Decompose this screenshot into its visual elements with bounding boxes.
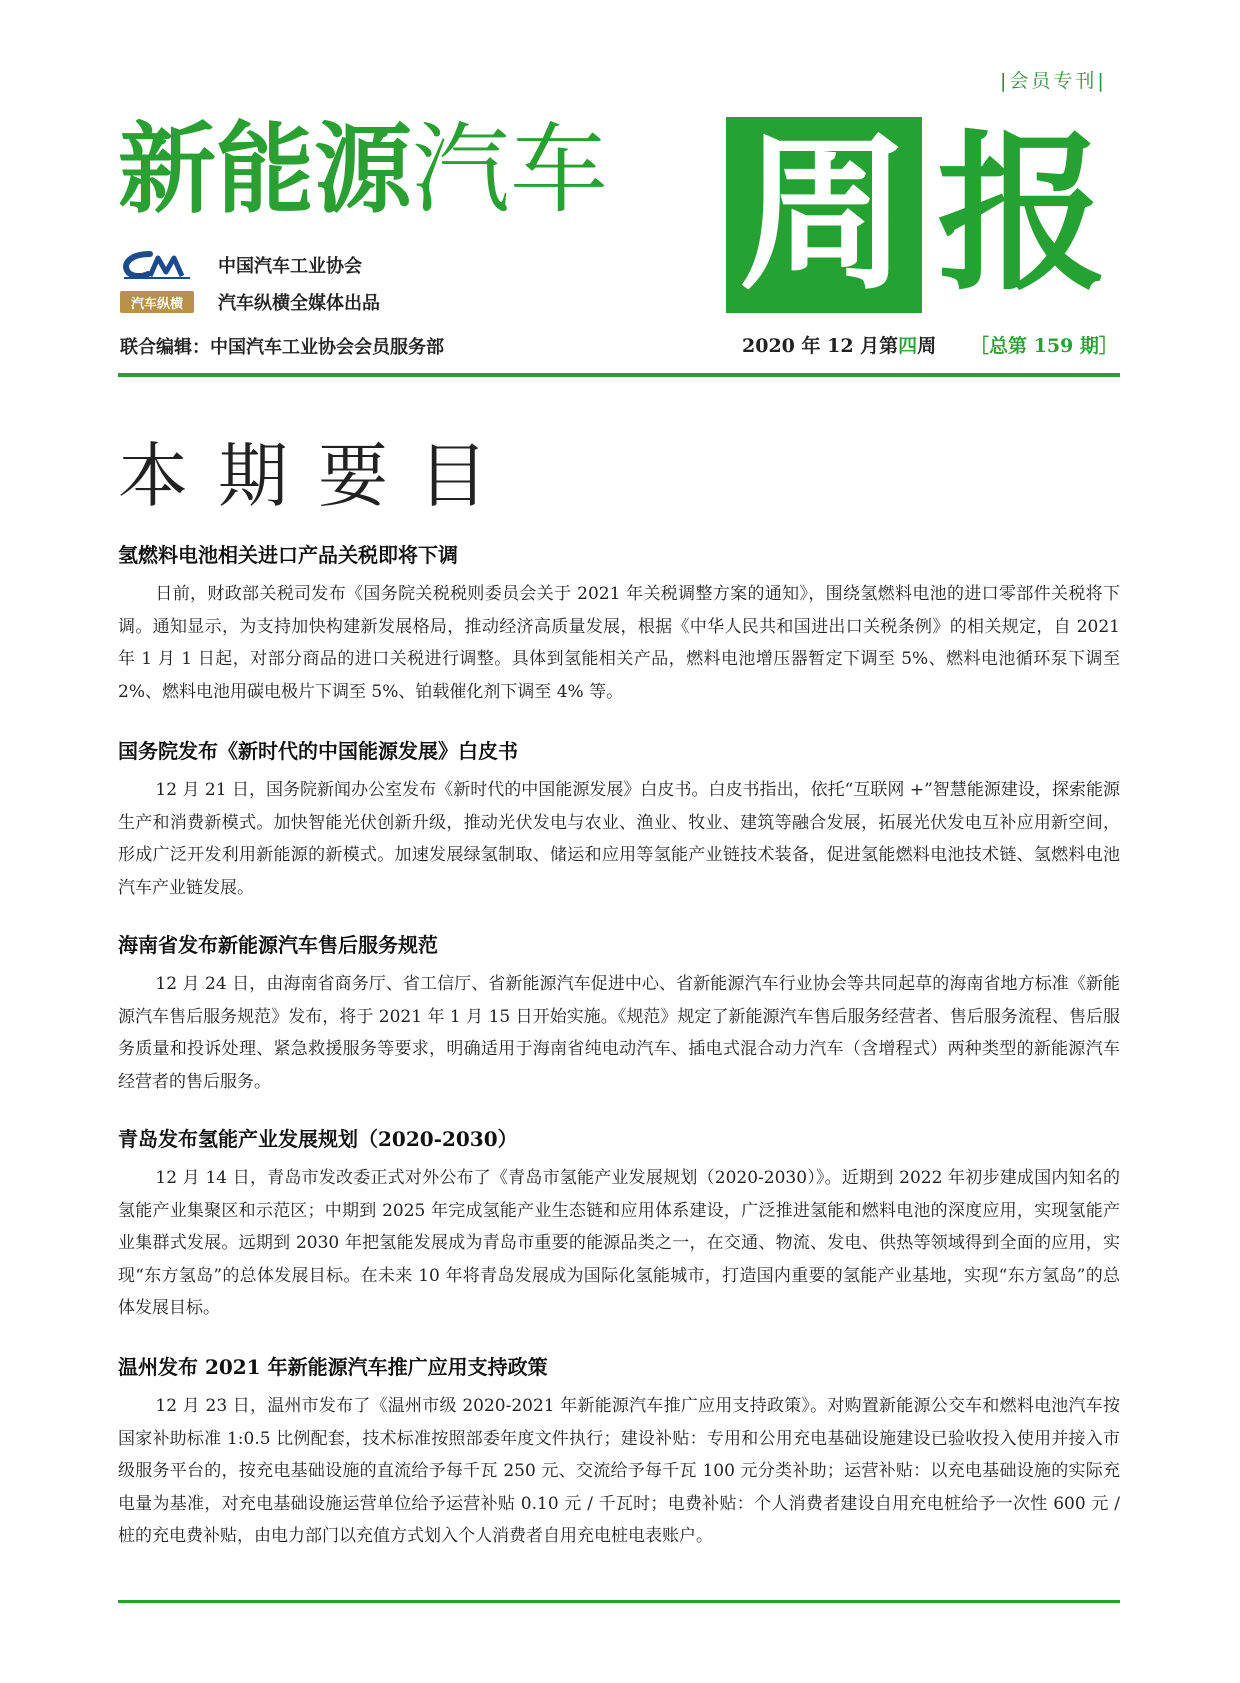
section-title: 本期要目	[118, 435, 518, 517]
issue-date-suffix: 周	[917, 335, 937, 357]
header-divider	[118, 373, 1120, 377]
article-body: 日前，财政部关税司发布《国务院关税税则委员会关于 2021 年关税调整方案的通知》，围绕氢燃料电池的进口零部件关税将下调。通知显示，为支持加快构建新发展格局，推动经济高质量发展，根据《中华人民共和国进出口关税条例》的相关规定，自 2021 年 1 月 1 日起，对部分商品的进口关税进行调整。具体到氢能相关产品，燃料电池增压器暂定下调至 5%、燃料电池循环泵下调至 2%、燃料电池用碳电极片下调至 5%、铂载催化剂下调至 4% 等。	[118, 584, 1120, 702]
org-row-caam	[120, 247, 362, 283]
issue-total: ［总第 159 期］	[970, 335, 1118, 357]
joint-editor: 联合编辑：中国汽车工业协会会员服务部	[120, 337, 444, 358]
article	[118, 540, 1120, 708]
autoreview-logo-icon: 汽车纵横	[120, 291, 194, 313]
article	[118, 736, 1120, 904]
org-row-autoreview	[120, 284, 380, 320]
issue-date-week: 四	[898, 335, 918, 357]
article-title: 氢燃料电池相关进口产品关税即将下调	[118, 543, 458, 567]
masthead-title-part1: 新能源	[118, 113, 413, 227]
issue-date-prefix: 2020 年 12 月第	[742, 335, 899, 357]
weekly-char-zhou: 周	[738, 116, 909, 314]
article-body: 12 月 24 日，由海南省商务厅、省工信厅、省新能源汽车促进中心、省新能源汽车行业协会等共同起草的海南省地方标准《新能源汽车售后服务规范》发布，将于 2021 年 1 月 15 日开始实施。《规范》规定了新能源汽车售后服务经营者、售后服务流程、售后服务质量和投诉处理、紧急救援服务等要求，明确适用于海南省纯电动汽车、插电式混合动力汽车（含增程式）两种类型的新能源汽车经营者的售后服务。	[118, 974, 1120, 1092]
article-title: 温州发布 2021 年新能源汽车推广应用支持政策	[118, 1355, 548, 1379]
article-title: 青岛发布氢能产业发展规划（2020-2030）	[118, 1127, 518, 1151]
footer-divider	[118, 1600, 1120, 1603]
article	[118, 1124, 1120, 1325]
caam-logo-icon	[120, 250, 194, 280]
article	[118, 930, 1120, 1098]
org1-name: 中国汽车工业协会	[218, 256, 362, 277]
weekly-box	[726, 117, 922, 313]
masthead-title	[118, 110, 608, 230]
article-body: 12 月 21 日，国务院新闻办公室发布《新时代的中国能源发展》白皮书。白皮书指出，依托“互联网 +”智慧能源建设，探索能源生产和消费新模式。加快智能光伏创新升级，推动光伏发电与农业、渔业、牧业、建筑等融合发展，拓展光伏发电互补应用新空间，形成广泛开发利用新能源的新模式。加速发展绿氢制取、储运和应用等氢能产业链技术装备，促进氢能燃料电池技术链、氢燃料电池汽车产业链发展。	[118, 780, 1120, 898]
article-title: 海南省发布新能源汽车售后服务规范	[118, 933, 438, 957]
article-title: 国务院发布《新时代的中国能源发展》白皮书	[118, 739, 518, 763]
issue-date	[742, 331, 936, 358]
article-body: 12 月 23 日，温州市发布了《温州市级 2020-2021 年新能源汽车推广应用支持政策》。对购置新能源公交车和燃料电池汽车按国家补助标准 1:0.5 比例配套，技术标准按照部委年度文件执行；建设补贴：专用和公用充电基础设施建设已验收投入使用并接入市级服务平台的，按充电基础设施的直流给予每千瓦 250 元、交流给予每千瓦 100 元分类补助；运营补贴：以充电基础设施的实际充电量为基准，对充电基础设施运营单位给予运营补贴 0.10 元 / 千瓦时；电费补贴：个人消费者建设自用充电桩给予一次性 600 元 / 桩的充电费补贴，由电力部门以充值方式划入个人消费者自用充电桩电表账户。	[118, 1396, 1120, 1546]
article	[118, 1352, 1120, 1553]
masthead-title-part2: 汽车	[412, 113, 609, 227]
article-body: 12 月 14 日，青岛市发改委正式对外公布了《青岛市氢能产业发展规划（2020-2030）》。近期到 2022 年初步建成国内知名的氢能产业集聚区和示范区；中期到 2025 年完成氢能产业生态链和应用体系建设，广泛推进氢能和燃料电池的深度应用，实现氢能产业集群式发展。远期到 2030 年把氢能发展成为青岛市重要的能源品类之一，在交通、物流、发电、供热等领域得到全面的应用，实现“东方氢岛”的总体发展目标。在未来 10 年将青岛发展成为国际化氢能城市，打造国内重要的氢能产业基地，实现“东方氢岛”的总体发展目标。	[118, 1168, 1120, 1318]
weekly-char-bao: 报	[936, 116, 1107, 314]
org2-name: 汽车纵横全媒体出品	[218, 293, 380, 314]
member-tag: |会员专刊|	[1000, 70, 1107, 92]
